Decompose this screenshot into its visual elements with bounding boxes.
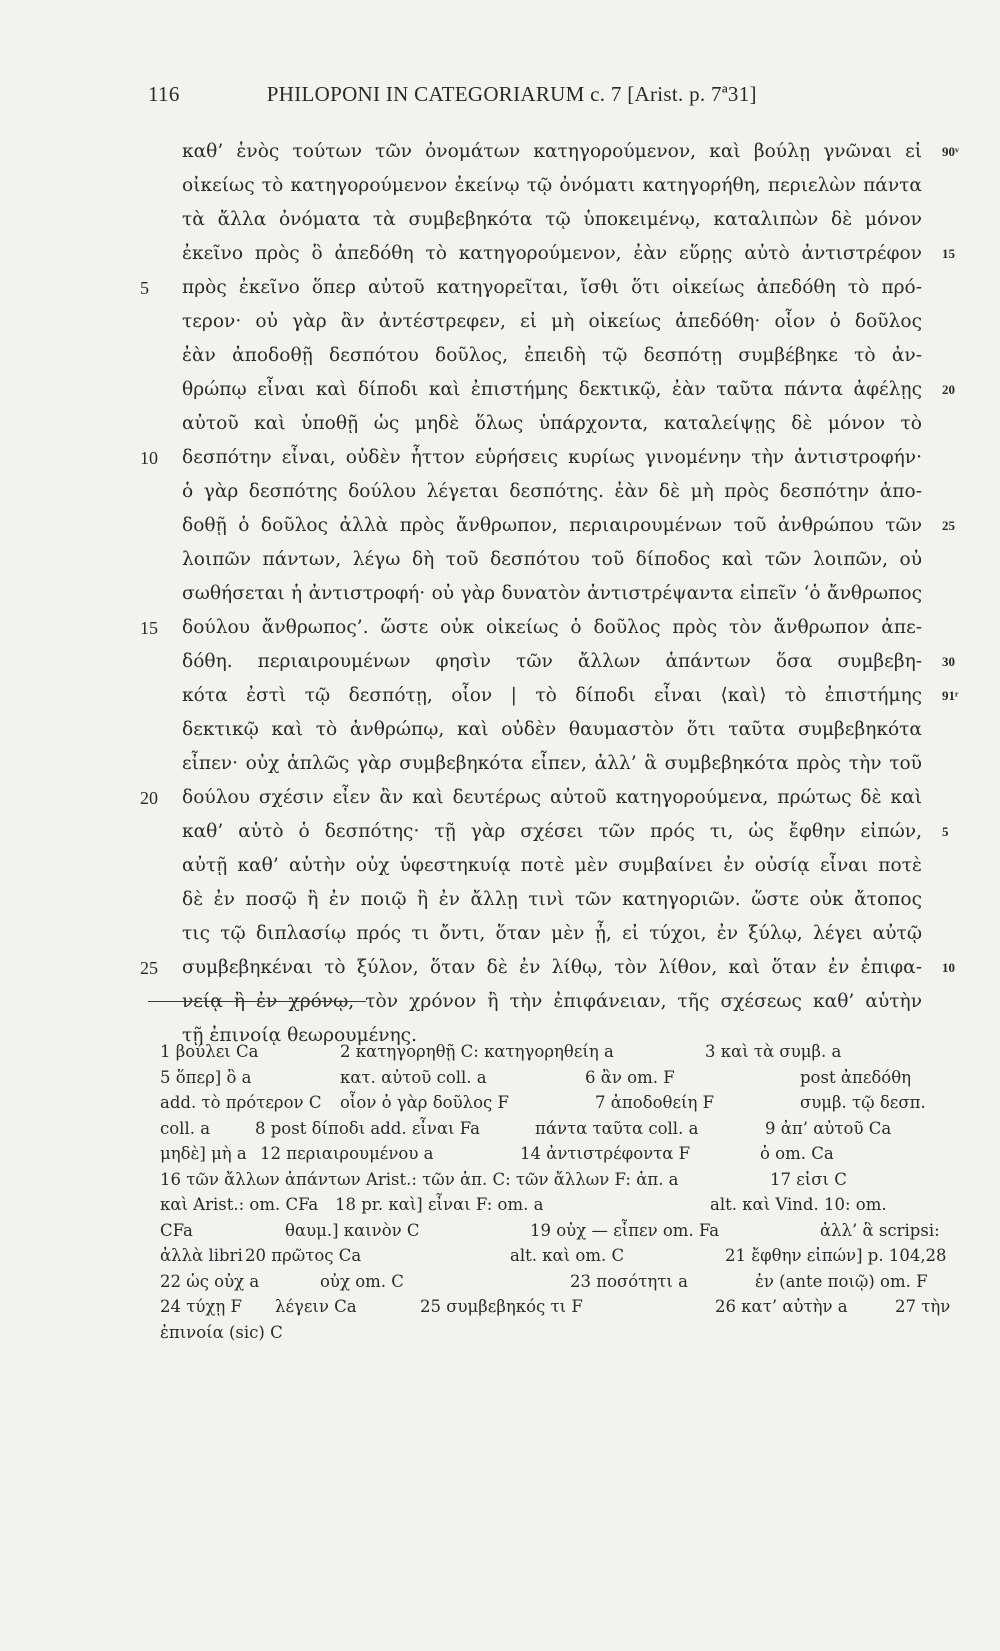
- apparatus-note: 14 ἀντιστρέφοντα F: [520, 1144, 691, 1163]
- line-text: ἐκεῖνο πρὸς ὃ ἀπεδόθη τὸ κατηγορούμενον, ἐὰν εὕρῃς αὐτὸ ἀντιστρέφον: [182, 243, 922, 264]
- text-line: [0, 373, 1000, 407]
- text-line: [0, 747, 1000, 781]
- apparatus-note: alt. καὶ om. C: [510, 1246, 625, 1265]
- apparatus-note: συμβ. τῷ δεσπ.: [800, 1093, 926, 1112]
- apparatus-note: θαυμ.] καινὸν C: [285, 1220, 420, 1240]
- text-line: [0, 305, 1000, 339]
- apparatus-line: [160, 1269, 950, 1295]
- apparatus-note: 24 τύχῃ F: [160, 1297, 242, 1316]
- text-line: [0, 441, 1000, 475]
- text-line: [0, 475, 1000, 509]
- margin-reference: 15: [942, 246, 955, 261]
- apparatus-note: οἷον ὁ γὰρ δοῦλος F: [340, 1093, 509, 1112]
- text-line: [0, 849, 1000, 883]
- apparatus-note: ἐν (ante ποιῷ) om. F: [755, 1271, 928, 1291]
- text-line: [0, 407, 1000, 441]
- apparatus-note: coll. a: [160, 1118, 211, 1138]
- line-text: νείᾳ ἢ ἐν χρόνῳ, τὸν χρόνον ἢ τὴν ἐπιφάνειαν, τῆς σχέσεως καθ’ αὑτὴν: [182, 991, 922, 1012]
- line-text: αὐτῇ καθ’ αὑτὴν οὐχ ὑφεστηκυίᾳ ποτὲ μὲν συμβαίνει ἐν οὐσίᾳ εἶναι ποτὲ: [182, 855, 922, 876]
- apparatus-note: καὶ Arist.: om. CFa: [160, 1195, 319, 1214]
- line-text: οἰκείως τὸ κατηγορούμενον ἐκείνῳ τῷ ὀνόματι κατηγορήθη, περιελὼν πάντα: [182, 175, 922, 196]
- apparatus-line: [160, 1192, 950, 1218]
- text-line: [0, 543, 1000, 577]
- apparatus-note: 12 περιαιρουμένου a: [260, 1144, 434, 1163]
- apparatus-note: 27 τὴν: [895, 1297, 951, 1316]
- apparatus-note: CFa: [160, 1220, 193, 1240]
- line-text: θρώπῳ εἶναι καὶ δίποδι καὶ ἐπιστήμης δεκτικῷ, ἐὰν ταῦτα πάντα ἀφέλῃς: [182, 379, 922, 400]
- apparatus-line: [160, 1320, 950, 1346]
- apparatus-note: 2 κατηγορηθῇ C: κατηγορηθείη a: [340, 1042, 614, 1061]
- text-line: [0, 645, 1000, 679]
- line-text: δεκτικῷ καὶ τὸ ἀνθρώπῳ, καὶ οὐδὲν θαυμαστὸν ὅτι ταῦτα συμβεβηκότα: [182, 719, 922, 740]
- apparatus-line: [160, 1141, 950, 1167]
- line-text: δούλου σχέσιν εἶεν ἂν καὶ δευτέρως αὐτοῦ κατηγορούμενα, πρώτως δὲ καὶ: [182, 787, 922, 808]
- text-line: [0, 237, 1000, 271]
- apparatus-note: add. τὸ πρότερον C: [160, 1093, 322, 1112]
- apparatus-line: [160, 1167, 950, 1193]
- line-number: 10: [140, 448, 158, 468]
- apparatus-line: [160, 1039, 950, 1065]
- line-text: ὁ γὰρ δεσπότης δούλου λέγεται δεσπότης. ἐὰν δὲ μὴ πρὸς δεσπότην ἀπο-: [182, 481, 922, 502]
- apparatus-note: 20 πρῶτος Ca: [245, 1246, 362, 1265]
- apparatus-note: 16 τῶν ἄλλων ἁπάντων Arist.: τῶν ἁπ. C: τῶν ἄλλων F: ἁπ. a: [160, 1169, 679, 1189]
- margin-reference: 90ᵛ: [942, 144, 959, 159]
- line-text: τὰ ἄλλα ὀνόματα τὰ συμβεβηκότα τῷ ὑποκειμένῳ, καταλιπὼν δὲ μόνον: [182, 209, 922, 230]
- page-number: 116: [148, 82, 180, 106]
- page-header: [148, 82, 808, 107]
- line-number: 25: [140, 958, 158, 978]
- line-text: λοιπῶν πάντων, λέγω δὴ τοῦ δεσπότου τοῦ δίποδος καὶ τῶν λοιπῶν, οὐ: [182, 549, 922, 570]
- apparatus-line: [160, 1294, 950, 1320]
- apparatus-note: 23 ποσότητι a: [570, 1271, 688, 1291]
- line-text: σωθήσεται ἡ ἀντιστροφή· οὐ γὰρ δυνατὸν ἀντιστρέψαντα εἰπεῖν ‘ὁ ἄνθρωπος: [182, 583, 922, 604]
- line-text: δοθῇ ὁ δοῦλος ἀλλὰ πρὸς ἄνθρωπον, περιαιρουμένων τοῦ ἀνθρώπου τῶν: [182, 515, 922, 536]
- apparatus-note: 22 ὡς οὐχ a: [160, 1271, 260, 1291]
- apparatus-note: οὐχ om. C: [320, 1271, 404, 1291]
- text-line: [0, 271, 1000, 305]
- line-text: τις τῷ διπλασίῳ πρός τι ὄντι, ὅταν μὲν ᾖ, εἰ τύχοι, ἐν ξύλῳ, λέγει αὐτῷ: [182, 923, 922, 944]
- apparatus-note: ἀλλ’ ἃ scripsi:: [820, 1220, 940, 1240]
- apparatus-note: 5 ὅπερ] ὃ a: [160, 1067, 252, 1087]
- apparatus-note: 21 ἔφθην εἰπών] p. 104,28: [725, 1246, 947, 1265]
- line-text: συμβεβηκέναι τὸ ξύλον, ὅταν δὲ ἐν λίθῳ, τὸν λίθον, καὶ ὅταν ἐν ἐπιφα-: [182, 957, 922, 978]
- text-line: [0, 577, 1000, 611]
- apparatus-note: 7 ἀποδοθείη F: [595, 1093, 715, 1112]
- line-text: εἶπεν· οὐχ ἁπλῶς γὰρ συμβεβηκότα εἶπεν, ἀλλ’ ἃ συμβεβηκότα πρὸς τὴν τοῦ: [182, 753, 922, 774]
- margin-reference: 5: [942, 824, 949, 839]
- line-text: καθ’ αὑτὸ ὁ δεσπότης· τῇ γὰρ σχέσει τῶν πρός τι, ὡς ἔφθην εἰπών,: [182, 821, 922, 842]
- text-line: [0, 203, 1000, 237]
- apparatus-line: [160, 1218, 950, 1244]
- critical-apparatus: [160, 1039, 950, 1345]
- apparatus-note: λέγειν Ca: [275, 1297, 357, 1316]
- apparatus-note: μηδὲ] μὴ a: [160, 1144, 247, 1163]
- text-line: [0, 509, 1000, 543]
- text-line: [0, 135, 1000, 169]
- apparatus-note: 19 οὐχ — εἶπεν om. Fa: [530, 1220, 720, 1240]
- margin-reference: 20: [942, 382, 955, 397]
- line-text: δὲ ἐν ποσῷ ἢ ἐν ποιῷ ἢ ἐν ἄλλῃ τινὶ τῶν κατηγοριῶν. ὥστε οὐκ ἄτοπος: [182, 889, 922, 910]
- margin-reference: 10: [942, 960, 955, 975]
- text-line: [0, 985, 1000, 1019]
- line-text: δούλου ἄνθρωπος’. ὥστε οὐκ οἰκείως ὁ δοῦλος πρὸς τὸν ἄνθρωπον ἀπε-: [182, 617, 922, 638]
- text-line: [0, 883, 1000, 917]
- line-text: κότα ἐστὶ τῷ δεσπότῃ, οἷον | τὸ δίποδι εἶναι ⟨καὶ⟩ τὸ ἐπιστήμης: [182, 685, 922, 706]
- line-text: ἐὰν ἀποδοθῇ δεσπότου δοῦλος, ἐπειδὴ τῷ δεσπότῃ συμβέβηκε τὸ ἀν-: [182, 345, 922, 366]
- apparatus-note: πάντα ταῦτα coll. a: [535, 1118, 699, 1138]
- margin-reference: 91ʳ: [942, 688, 959, 703]
- text-line: [0, 679, 1000, 713]
- text-line: [0, 781, 1000, 815]
- margin-reference: 25: [942, 518, 955, 533]
- line-text: πρὸς ἐκεῖνο ὅπερ αὐτοῦ κατηγορεῖται, ἴσθι ὅτι οἰκείως ἀπεδόθη τὸ πρό-: [182, 277, 922, 298]
- apparatus-note: ἐπινοία (sic) C: [160, 1322, 283, 1342]
- apparatus-line: [160, 1243, 950, 1269]
- line-number: 15: [140, 618, 158, 638]
- apparatus-line: [160, 1065, 950, 1091]
- line-text: τῇ ἐπινοίᾳ θεωρουμένης.: [182, 1025, 417, 1046]
- line-text: τερον· οὐ γὰρ ἂν ἀντέστρεφεν, εἰ μὴ οἰκείως ἀπεδόθη· οἷον ὁ δοῦλος: [182, 311, 922, 332]
- text-line: [0, 815, 1000, 849]
- apparatus-note: post ἀπεδόθη: [800, 1067, 912, 1087]
- line-text: δεσπότην εἶναι, οὐδὲν ἧττον εὑρήσεις κυρίως γινομένην τὴν ἀντιστροφήν·: [182, 447, 922, 468]
- apparatus-note: 8 post δίποδι add. εἶναι Fa: [255, 1118, 480, 1138]
- line-number: 20: [140, 788, 158, 808]
- running-title: PHILOPONI IN CATEGORIARUM c. 7 [Arist. p. 7ª31]: [266, 82, 757, 106]
- apparatus-note: 18 pr. καὶ] εἶναι F: om. a: [335, 1195, 544, 1214]
- footnote-rule: [148, 1001, 366, 1002]
- apparatus-line: [160, 1090, 950, 1116]
- line-text: δόθη. περιαιρουμένων φησὶν τῶν ἄλλων ἁπάντων ὅσα συμβεβη-: [182, 651, 922, 672]
- main-text: [0, 135, 1000, 1053]
- apparatus-line: [160, 1116, 950, 1142]
- apparatus-note: alt. καὶ Vind. 10: om.: [710, 1195, 887, 1214]
- line-text: καθ’ ἑνὸς τούτων τῶν ὀνομάτων κατηγορούμενον, καὶ βούλῃ γνῶναι εἰ: [182, 141, 922, 162]
- text-line: [0, 713, 1000, 747]
- text-line: [0, 951, 1000, 985]
- apparatus-note: κατ. αὐτοῦ coll. a: [340, 1067, 487, 1087]
- apparatus-note: 6 ἂν om. F: [585, 1067, 675, 1087]
- apparatus-note: ἀλλὰ libri: [160, 1246, 243, 1265]
- apparatus-note: 3 καὶ τὰ συμβ. a: [705, 1042, 842, 1061]
- apparatus-note: ὁ om. Ca: [760, 1144, 834, 1163]
- apparatus-note: 25 συμβεβηκός τι F: [420, 1297, 583, 1316]
- apparatus-note: 1 βούλει Ca: [160, 1042, 259, 1061]
- apparatus-note: 17 εἰσι C: [770, 1169, 847, 1189]
- text-line: [0, 611, 1000, 645]
- apparatus-note: 26 κατ’ αὐτὴν a: [715, 1297, 848, 1316]
- margin-reference: 30: [942, 654, 955, 669]
- apparatus-note: 9 ἀπ’ αὐτοῦ Ca: [765, 1118, 892, 1138]
- line-number: 5: [140, 278, 149, 298]
- text-line: [0, 917, 1000, 951]
- text-line: [0, 169, 1000, 203]
- text-line: [0, 339, 1000, 373]
- line-text: αὐτοῦ καὶ ὑποθῇ ὡς μηδὲ ὅλως ὑπάρχοντα, καταλείψῃς δὲ μόνον τὸ: [182, 413, 922, 434]
